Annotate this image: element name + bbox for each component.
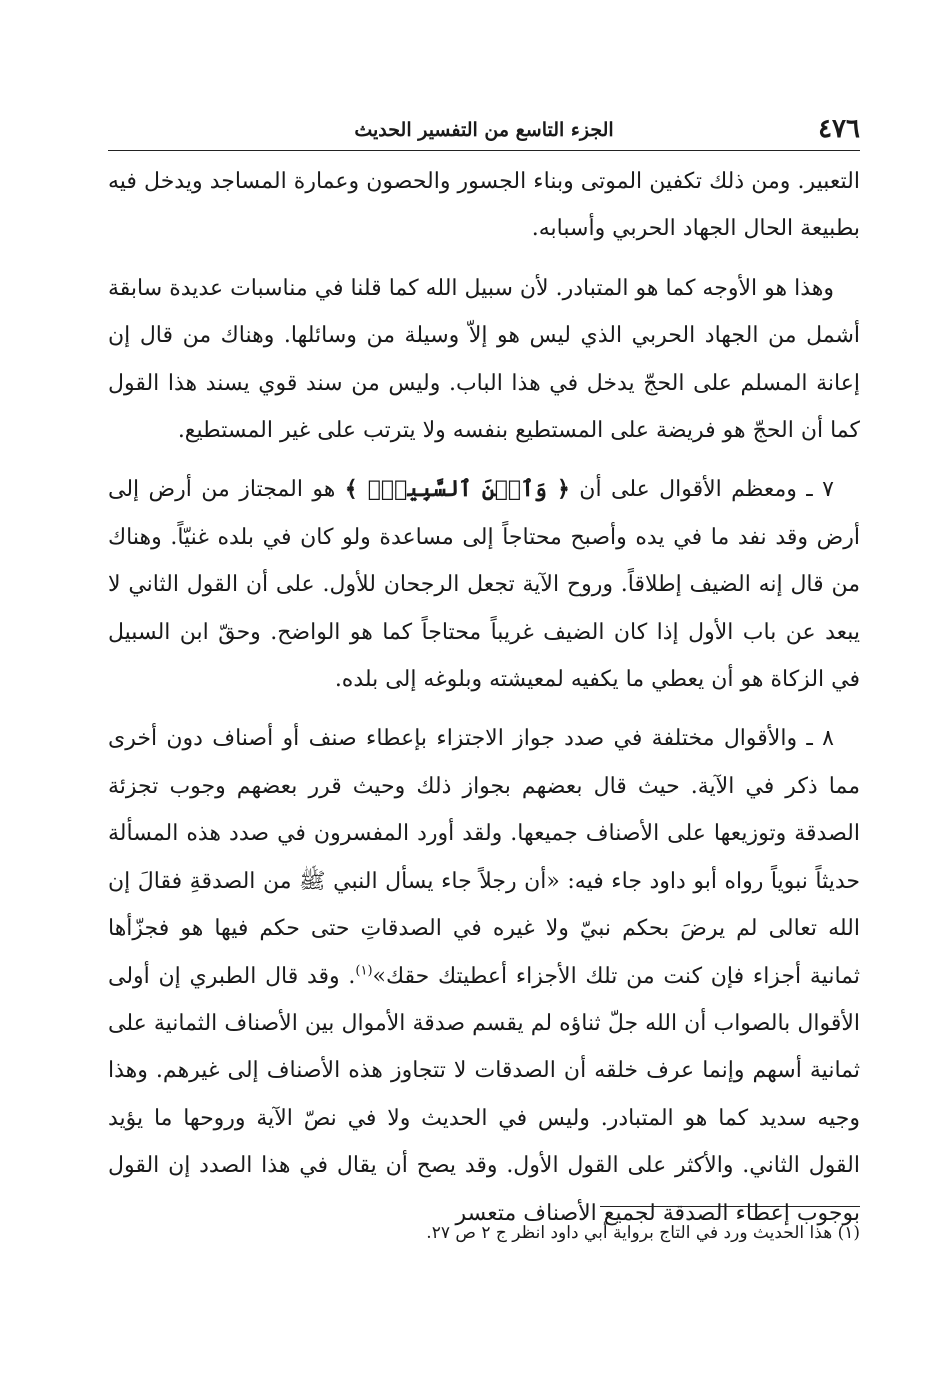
main-text (108, 158, 860, 1249)
paragraph-3-start: ٧ ـ ومعظم الأقوال على أن (569, 477, 834, 503)
paragraph-3 (108, 466, 860, 703)
paragraph-4-end: . وقد قال الطبري إن أولى الأقوال بالصواب أن الله جلّ ثناؤه لم يقسم صدقة الأموال بين الأصناف الثمانية على ثمانية أسهم وإنما عرف خلقه أن الصدقات لا تتجاوز هذه الأصناف إلى غيرهم. وهذا وجيه سديد كما هو المتبادر. وليس في الحديث ولا في نصّ الآية وروحها ما يؤيد القول الثاني. والأكثر على القول الأول. وقد يصح أن يقال في هذا الصدد إن القول بوجوب إعطاء الصدقة لجميع الأصناف متعسر (108, 963, 860, 1226)
paragraph-4-start: ٨ ـ والأقوال مختلفة في صدد جواز الاجتزاء بإعطاء صنف أو أصناف دون أخرى مما ذكر في الآية. حيث قال بعضهم بجواز ذلك وحيث قرر بعضهم وجوب تجزئة الصدقة وتوزيعها على الأصناف جميعها. ولقد أورد المفسرون في صدد هذه المسألة حديثاً نبوياً رواه أبو داود جاء فيه: «أن رجلاً جاء يسأل النبي ﷺ من الصدقةِ فقالَ إن الله تعالى لم يرضَ بحكم نبيّ ولا غيره في الصدقاتِ حتى حكم فيها هو فجزّأها ثمانية أجزاء فإن كنت من تلك الأجزاء أعطيتك حقك» (108, 726, 860, 989)
paragraph-4 (108, 715, 860, 1236)
footnote-reference[interactable]: (١) (355, 963, 373, 979)
paragraph-1: التعبير. ومن ذلك تكفين الموتى وبناء الجسور والحصون وعمارة المساجد ويدخل فيه بطبيعة الحال الجهاد الحربي وأسبابه. (108, 169, 860, 242)
footnote: (١) هذا الحديث ورد في التاج برواية أبي داود انظر ج ٢ ص ٢٧. (426, 1223, 860, 1243)
paragraph-3-end: هو المجتاز من أرض إلى أرض وقد نفد ما في يده وأصبح محتاجاً إلى مساعدة ولو كان في بلده غنيّاً. وهناك من قال إنه الضيف إطلاقاً. وروح الآية تجعل الرجحان للأول. على أن القول الثاني لا يبعد عن باب الأول إذا كان الضيف غريباً محتاجاً كما هو الواضح. وحقّ ابن السبيل في الزكاة هو أن يعطي ما يكفيه لمعيشته وبلوغه إلى بلده. (108, 477, 860, 693)
page-number: ٤٧٦ (818, 114, 860, 144)
page-header (108, 112, 860, 150)
paragraph-2: وهذا هو الأوجه كما هو المتبادر. لأن سبيل الله كما قلنا في مناسبات عديدة سابقة أشمل من الجهاد الحربي الذي ليس هو إلاّ وسيلة من وسائلها. وهناك من قال إن إعانة المسلم على الحجّ يدخل في هذا الباب. وليس من سند قوي يسند هذا القول كما أن الحجّ هو فريضة على المستطيع بنفسه ولا يترتب على غير المستطيع. (108, 275, 860, 444)
footnote-divider (600, 1206, 860, 1207)
quran-quote: ﴿ وَٱبۡنَ ٱلسَّبِيلِۖ ﴾ (344, 476, 570, 503)
header-divider (108, 150, 860, 151)
running-title: الجزء التاسع من التفسير الحديث (354, 119, 614, 141)
